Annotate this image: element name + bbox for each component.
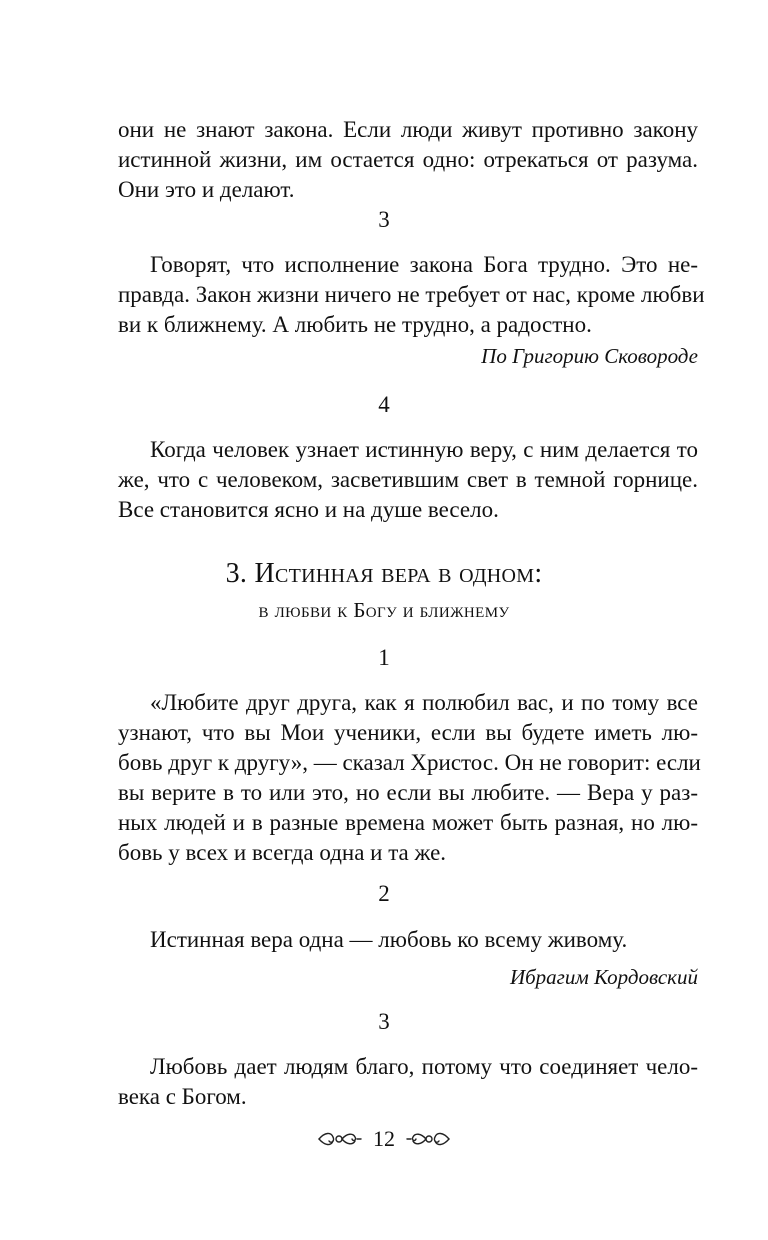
paragraph-line: Говорят, что исполнение закона Бога трудно. Это не- [150, 252, 698, 277]
paragraph-line: Любовь дает людям благо, потому что соединяет чело- [150, 1054, 698, 1079]
paragraph-line: правда. Закон жизни ничего не требует от нас, кроме любви [118, 282, 705, 307]
paragraph-line: Все становится ясно и на душе весело. [118, 497, 499, 522]
page-number: 12 [373, 1126, 395, 1151]
paragraph-line: бовь у всех и всегда одна и та же. [118, 840, 447, 865]
paragraph-line: они не знают закона. Если люди живут противно закону [118, 117, 698, 142]
page-footer [0, 1123, 768, 1155]
paragraph-line: ви к ближнему. А любить не трудно, а радостно. [118, 312, 592, 337]
paragraph-line: века с Богом. [118, 1084, 247, 1109]
paragraph-line: бовь друг к другу», — сказал Христос. Он не говорит: если [118, 750, 701, 775]
attribution: Ибрагим Кордовский [509, 965, 698, 989]
section-number: 1 [378, 645, 390, 670]
paragraph-line: вы верите в то или это, но если вы любите. — Вера у раз- [118, 780, 698, 805]
paragraph-line: Когда человек узнает истинную веру, с ним делается то [150, 437, 698, 462]
section-number: 3 [378, 207, 390, 232]
paragraph-line: «Любите друг друга, как я полюбил вас, и по тому все [150, 690, 698, 715]
flourish-right-icon [405, 1128, 451, 1150]
paragraph-line: ных людей и в разные времена может быть разная, но лю- [118, 810, 698, 835]
section-number: 4 [378, 392, 390, 417]
paragraph-line: узнают, что вы Мои ученики, если вы будете иметь лю- [118, 720, 698, 745]
attribution: По Григорию Сковороде [481, 344, 698, 368]
paragraph-line: Они это и делают. [118, 177, 295, 202]
flourish-left-icon [317, 1128, 363, 1150]
paragraph-line: Истинная вера одна — любовь ко всему живому. [150, 927, 628, 952]
section-number: 3 [378, 1009, 390, 1034]
paragraph-line: же, что с человеком, засветившим свет в темной горнице. [118, 467, 698, 492]
section-number: 2 [378, 881, 390, 906]
chapter-subtitle: в любви к Богу и ближнему [258, 598, 510, 622]
paragraph-line: истинной жизни, им остается одно: отрекаться от разума. [118, 147, 698, 172]
chapter-title: 3. Истинная вера в одном: [225, 558, 543, 589]
